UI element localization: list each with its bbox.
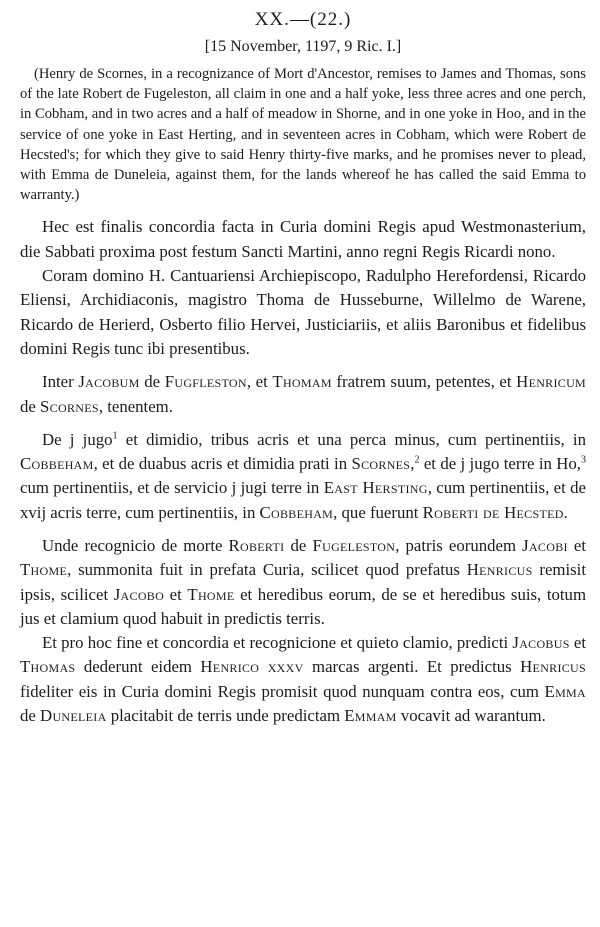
place-name: Fugeleston bbox=[312, 535, 396, 555]
place-name: Scornes bbox=[40, 396, 99, 416]
person-name: Jacobus bbox=[512, 633, 570, 653]
text: , cum pertinentiis, et de xvij acris terre, cum pertinentiis, in bbox=[20, 478, 586, 522]
text: dederunt eidem bbox=[75, 657, 201, 677]
text: vocavit ad warantum. bbox=[396, 706, 546, 726]
place-name: Cobbeham bbox=[20, 454, 94, 474]
person-name: Thomas bbox=[20, 657, 76, 677]
person-name: Emma bbox=[544, 681, 586, 701]
text: , summonita fuit in prefata Curia, scilicet quod prefatus bbox=[67, 560, 467, 580]
text: et heredibus eorum, de se et heredibus suis, totum jus et clamium quod habuit in predictis terris. bbox=[20, 584, 586, 628]
place-name: Cobbeham bbox=[259, 502, 334, 522]
place-name: Fugfleston bbox=[164, 372, 247, 392]
text: et bbox=[567, 535, 587, 555]
paragraph-consideration bbox=[20, 631, 586, 728]
document-heading: XX.—(22.) bbox=[254, 9, 352, 30]
text: cum pertinentiis, et de servicio j jugi terre in bbox=[20, 478, 324, 498]
person-name: Roberti bbox=[228, 535, 285, 555]
english-summary: (Henry de Scornes, in a recognizance of Mort d'Ancestor, remises to James and Thomas, sons of the late Robert de Fugeleston, all claim in one and a half yoke, less three acres and one perch, in Cobham, and in two acres and a half of meadow in Shorne, and in one yoke in Hoo, and in the service of one yoke in East Herting, and in seventeen acres in Cobham, which were Robert de Hecsted's; for which they give to said Henry thirty-five marks, and he promises never to plead, with Emma de Duneleia, against them, for the lands whereof he has called the said Emma to warranty.) bbox=[20, 66, 586, 204]
person-name: Henrico bbox=[200, 657, 260, 677]
party-name: Jacobum bbox=[78, 372, 140, 392]
text: , tenentem. bbox=[98, 396, 173, 416]
text bbox=[259, 657, 267, 676]
paragraph-justices: Coram domino H. Cantuariensi Archiepiscopo, Radulpho Herefordensi, Ricardo Eliensi, Archidiaconis, magistro Thoma de Husseburne, Willelmo de Warene, Ricardo de Herierd, Osberto filio Hervei, Justiciariis, et aliis Baronibus et fidelibus domini Regis tunc ibi presentibus. bbox=[20, 266, 586, 358]
text: , bbox=[410, 454, 415, 474]
place-name: Duneleia bbox=[40, 706, 107, 726]
place-name: Scornes bbox=[351, 454, 411, 474]
text: et de j jugo terre in Ho, bbox=[419, 454, 581, 474]
text: et bbox=[569, 633, 586, 653]
footnote-marker: 1 bbox=[112, 430, 118, 442]
text: de bbox=[20, 706, 41, 726]
party-name: Henricum bbox=[516, 372, 587, 392]
text: remisit ipsis, scilicet bbox=[20, 560, 586, 604]
text: Et pro hoc fine et concordia et recognicione et quieto clamio, predicti bbox=[42, 633, 513, 653]
text: fideliter eis in Curia domini Regis promisit quod nunquam contra eos, cum bbox=[20, 681, 545, 701]
text: et bbox=[164, 584, 188, 604]
text: , patris eorundem bbox=[395, 535, 523, 555]
amount: xxxv bbox=[267, 657, 304, 677]
person-name: Emmam bbox=[344, 706, 397, 726]
text: marcas argenti. Et predictus bbox=[303, 657, 521, 677]
person-name: Henricus bbox=[520, 657, 586, 677]
person-name: Henricus bbox=[466, 560, 533, 580]
footnote-marker: 3 bbox=[581, 454, 586, 466]
text: de bbox=[20, 396, 41, 416]
text: et dimidio, tribus acris et una perca minus, cum pertinentiis, in bbox=[117, 429, 586, 449]
text: , et bbox=[246, 372, 273, 392]
text: de bbox=[284, 535, 313, 555]
paragraph-lands bbox=[20, 428, 586, 525]
person-name: Roberti de Hecsted bbox=[422, 502, 564, 522]
person-name: Thome bbox=[187, 584, 235, 604]
date-line: [15 November, 1197, 9 Ric. I.] bbox=[204, 38, 402, 55]
text: . bbox=[563, 502, 568, 522]
text: placitabit de terris unde predictam bbox=[106, 706, 345, 726]
text: de bbox=[139, 372, 165, 392]
place-name: East Hersting bbox=[323, 478, 428, 498]
person-name: Thome bbox=[20, 560, 68, 580]
paragraph-parties bbox=[20, 370, 586, 419]
paragraph-concord: Hec est finalis concordia facta in Curia domini Regis apud Westmonasterium, die Sabbati proxima post festum Sancti Martini, anno regni Regis Ricardi nono. bbox=[20, 217, 586, 261]
person-name: Jacobi bbox=[522, 535, 568, 555]
party-name: Thomam bbox=[272, 372, 332, 392]
text: Unde recognicio de morte bbox=[42, 535, 229, 555]
text: fratrem suum, petentes, et bbox=[331, 372, 517, 392]
paragraph-recognizance bbox=[20, 534, 586, 631]
footnote-marker: 2 bbox=[414, 454, 420, 466]
text: , que fuerunt bbox=[333, 502, 423, 522]
text: De j jugo bbox=[42, 429, 113, 449]
text: Inter bbox=[42, 372, 79, 392]
text: , et de duabus acris et dimidia prati in bbox=[93, 454, 352, 474]
person-name: Jacobo bbox=[113, 584, 165, 604]
